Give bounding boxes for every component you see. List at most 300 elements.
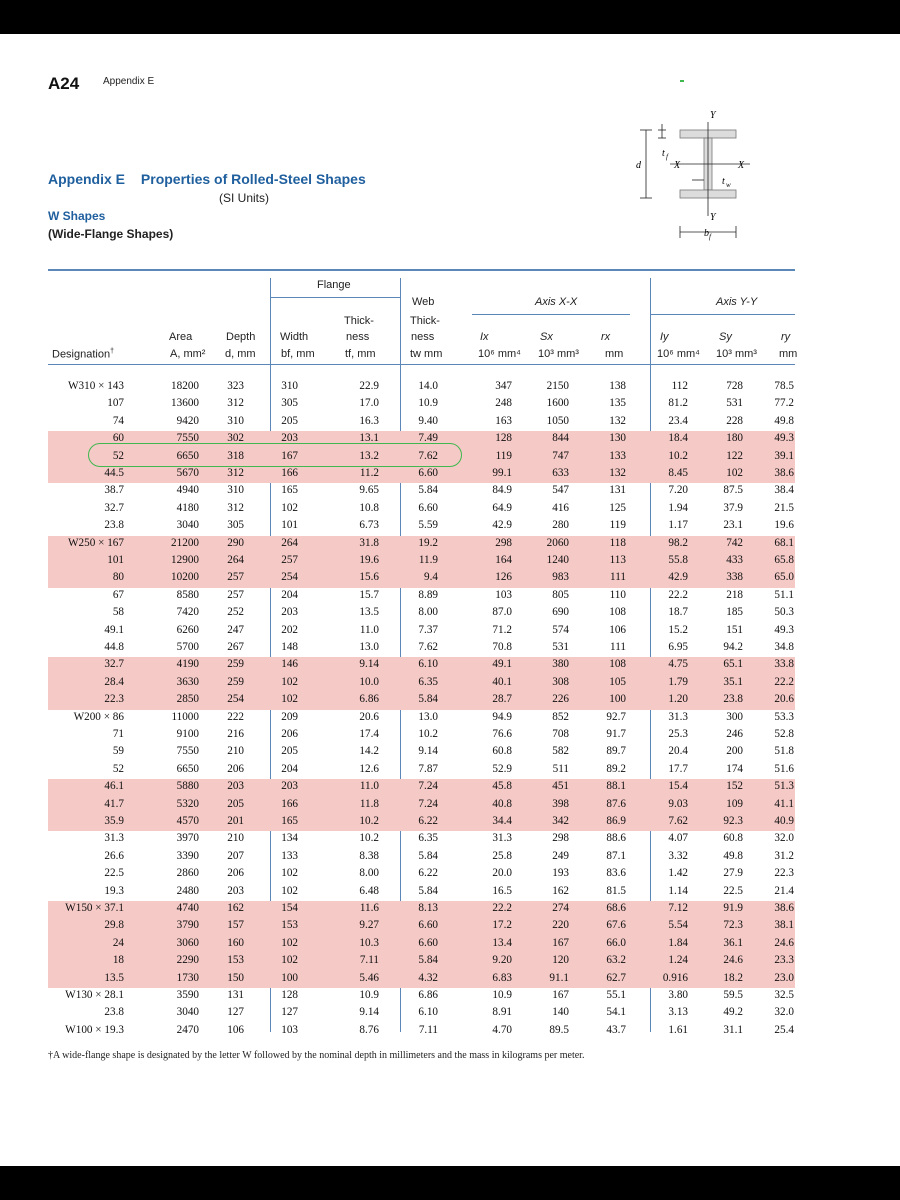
cell-ix: 17.2 — [492, 919, 512, 932]
cell-rx: 89.7 — [606, 745, 626, 758]
annotation-circle — [88, 443, 462, 467]
header-web: Web — [412, 296, 435, 308]
cell-designation: 74 — [112, 414, 124, 427]
cell-iy: 1.20 — [668, 693, 688, 706]
cell-depth: 203 — [227, 884, 244, 897]
cell-rx: 135 — [609, 397, 626, 410]
cell-area: 1730 — [176, 971, 199, 984]
cell-sx: 2150 — [546, 380, 569, 392]
shape-type: W Shapes — [48, 209, 106, 223]
cell-ix: 298 — [495, 536, 512, 549]
cell-ix: 60.8 — [492, 745, 512, 758]
cell-flange-thickness: 10.2 — [359, 832, 379, 845]
cell-width: 206 — [281, 728, 298, 740]
cell-depth: 127 — [227, 1006, 244, 1019]
cell-ix: 76.6 — [492, 728, 512, 740]
table-row — [48, 553, 795, 570]
cell-designation: 44.8 — [104, 641, 124, 653]
cell-depth: 207 — [227, 849, 244, 862]
cell-sx: 249 — [552, 849, 569, 862]
cell-designation: 28.4 — [104, 675, 124, 688]
cell-designation: 52 — [112, 449, 124, 462]
cell-sy: 91.9 — [723, 902, 743, 914]
cell-depth: 222 — [227, 710, 244, 723]
cell-iy: 1.84 — [668, 936, 688, 949]
table-row — [48, 657, 795, 674]
cell-ry: 40.9 — [774, 815, 794, 827]
cell-iy: 4.07 — [668, 832, 688, 845]
cell-designation: 23.8 — [104, 519, 124, 532]
cell-ix: 9.20 — [492, 954, 512, 967]
cell-ix: 64.9 — [492, 501, 512, 514]
cell-web-thickness: 5.84 — [418, 849, 438, 862]
cell-ix: 71.2 — [492, 623, 512, 636]
cell-flange-thickness: 15.7 — [359, 588, 379, 601]
cell-depth: 264 — [227, 554, 244, 566]
table-row — [48, 1005, 795, 1022]
cell-sx: 162 — [552, 884, 569, 897]
cell-flange-thickness: 10.2 — [359, 815, 379, 827]
cell-area: 4740 — [176, 902, 199, 914]
table-row — [48, 1023, 795, 1040]
cell-web-thickness: 6.10 — [418, 1006, 438, 1019]
cell-sx: 852 — [552, 710, 569, 723]
page-title — [48, 171, 366, 187]
cell-rx: 81.5 — [606, 884, 626, 897]
cell-ix: 84.9 — [492, 484, 512, 497]
cell-area: 11000 — [171, 710, 199, 723]
annotation-mark — [680, 80, 684, 82]
cell-flange-thickness: 15.6 — [359, 571, 379, 584]
header-area-unit: A, mm² — [170, 348, 206, 360]
cell-sx: 574 — [552, 623, 569, 636]
cell-ix: 248 — [495, 397, 512, 410]
cell-rx: 106 — [609, 623, 626, 636]
cell-designation: 29.8 — [104, 919, 124, 932]
cell-sy: 49.2 — [723, 1006, 743, 1019]
cell-web-thickness: 19.2 — [418, 536, 438, 549]
table-top-rule — [48, 269, 795, 271]
cell-area: 3630 — [176, 675, 199, 688]
cell-depth: 210 — [227, 832, 244, 845]
cell-web-thickness: 8.00 — [418, 606, 438, 619]
cell-width: 134 — [281, 832, 298, 845]
cell-sx: 298 — [552, 832, 569, 845]
cell-width: 165 — [281, 815, 298, 827]
header-rx: rx — [601, 331, 611, 343]
cell-width: 100 — [281, 971, 298, 984]
cell-flange-thickness: 9.14 — [359, 658, 379, 671]
cell-depth: 310 — [227, 484, 244, 497]
label-tw: t — [722, 176, 725, 187]
cell-sy: 37.9 — [723, 501, 743, 514]
cell-flange-thickness: 9.65 — [359, 484, 379, 497]
cell-sy: 200 — [726, 745, 743, 758]
cell-web-thickness: 7.37 — [418, 623, 438, 636]
cell-flange-thickness: 13.5 — [359, 606, 379, 619]
cell-iy: 3.32 — [668, 849, 688, 862]
cell-web-thickness: 6.60 — [418, 936, 438, 949]
cell-ix: 34.4 — [492, 815, 512, 827]
cell-flange-thickness: 17.0 — [359, 397, 379, 410]
cell-ry: 41.1 — [774, 797, 794, 810]
cell-width: 264 — [281, 536, 298, 549]
units-label: (SI Units) — [219, 191, 270, 205]
header-iy-unit: 10⁶ mm⁴ — [657, 348, 700, 360]
table-row — [48, 518, 795, 535]
cell-sy: 65.1 — [723, 658, 743, 671]
cell-area: 9420 — [176, 414, 199, 427]
cell-ix: 94.9 — [492, 710, 512, 723]
label-x-right: X — [738, 160, 745, 171]
cell-ix: 31.3 — [492, 832, 512, 845]
cell-ix: 20.0 — [492, 867, 512, 880]
shape-description: (Wide-Flange Shapes) — [48, 227, 174, 241]
cell-designation: 71 — [112, 728, 124, 740]
table-row — [48, 814, 795, 831]
cell-area: 4570 — [176, 815, 199, 827]
cell-flange-thickness: 31.8 — [359, 536, 379, 549]
cell-web-thickness: 6.10 — [418, 658, 438, 671]
cell-depth: 254 — [227, 693, 244, 706]
cell-iy: 98.2 — [668, 536, 688, 549]
table-row — [48, 971, 795, 988]
cell-sx: 226 — [552, 693, 569, 706]
cell-flange-thickness: 19.6 — [359, 554, 379, 566]
cell-width: 257 — [281, 554, 298, 566]
cell-ry: 52.8 — [774, 728, 794, 740]
cell-iy: 81.2 — [668, 397, 688, 410]
cell-flange-thickness: 11.8 — [359, 797, 379, 810]
cell-designation: 80 — [112, 571, 124, 584]
cell-width: 310 — [281, 380, 298, 392]
cell-area: 2290 — [176, 954, 199, 967]
cell-sx: 1050 — [546, 414, 569, 427]
cell-area: 2850 — [176, 693, 199, 706]
header-designation-note: † — [110, 348, 114, 355]
cell-sx: 398 — [552, 797, 569, 810]
cell-area: 21200 — [171, 536, 199, 549]
table-row — [48, 988, 795, 1005]
page — [0, 34, 900, 1166]
cell-width: 204 — [281, 588, 298, 601]
label-d: d — [636, 160, 641, 171]
cell-iy: 6.95 — [668, 641, 688, 653]
cell-ry: 19.6 — [774, 519, 794, 532]
cell-sy: 60.8 — [723, 832, 743, 845]
cell-sx: 582 — [552, 745, 569, 758]
cell-sx: 220 — [552, 919, 569, 932]
header-rule — [48, 364, 795, 365]
cell-iy: 0.916 — [662, 971, 688, 984]
footnote: †A wide-flange shape is designated by the letter W followed by the nominal depth in millimeters and the mass in kilograms per meter. — [48, 1050, 585, 1061]
cell-iy: 4.75 — [668, 658, 688, 671]
cell-ry: 22.2 — [774, 675, 794, 688]
cell-sx: 342 — [552, 815, 569, 827]
table-row — [48, 779, 795, 796]
table-row — [48, 640, 795, 657]
cell-iy: 7.12 — [668, 902, 688, 914]
cell-depth: 201 — [227, 815, 244, 827]
cell-flange-thickness: 13.0 — [359, 641, 379, 653]
cell-sx: 690 — [552, 606, 569, 619]
cell-ry: 49.3 — [774, 432, 794, 445]
label-x-left: X — [674, 160, 681, 171]
cell-sx: 2060 — [546, 536, 569, 549]
cell-designation: W150 × 37.1 — [65, 902, 124, 914]
cell-web-thickness: 7.24 — [418, 780, 438, 793]
cell-sx: 1240 — [546, 554, 569, 566]
cell-rx: 132 — [609, 467, 626, 479]
cell-sy: 23.1 — [723, 519, 743, 532]
cell-depth: 259 — [227, 675, 244, 688]
cell-area: 2480 — [176, 884, 199, 897]
header-ix-unit: 10⁶ mm⁴ — [478, 348, 521, 360]
cell-area: 8580 — [176, 588, 199, 601]
cell-sx: 416 — [552, 501, 569, 514]
cell-depth: 150 — [227, 971, 244, 984]
cell-flange-thickness: 8.76 — [359, 1023, 379, 1036]
cell-ry: 23.3 — [774, 954, 794, 967]
table-row — [48, 744, 795, 761]
cell-iy: 15.4 — [668, 780, 688, 793]
cell-designation: 46.1 — [104, 780, 124, 793]
cell-width: 203 — [281, 432, 298, 445]
title-appendix: Appendix E — [48, 171, 126, 187]
cell-rx: 133 — [609, 449, 626, 462]
cell-ry: 38.1 — [774, 919, 794, 932]
cell-ry: 24.6 — [774, 936, 794, 949]
cell-web-thickness: 6.35 — [418, 832, 438, 845]
cell-ix: 10.9 — [492, 989, 512, 1001]
cell-depth: 162 — [227, 902, 244, 914]
cell-ix: 126 — [495, 571, 512, 584]
cell-width: 102 — [281, 501, 298, 514]
cell-sy: 185 — [726, 606, 743, 619]
cell-area: 10200 — [171, 571, 199, 584]
header-designation-text: Designation — [52, 348, 111, 361]
page-number: A24 — [48, 74, 80, 93]
cell-iy: 18.7 — [668, 606, 688, 619]
cell-depth: 259 — [227, 658, 244, 671]
cell-width: 203 — [281, 780, 298, 793]
cell-depth: 323 — [227, 380, 244, 392]
cell-sx: 805 — [552, 588, 569, 601]
header-sx: Sx — [540, 331, 553, 343]
cell-sy: 152 — [726, 780, 743, 793]
cell-flange-thickness: 6.48 — [359, 884, 379, 897]
cell-depth: 318 — [227, 449, 244, 462]
cell-rx: 89.2 — [606, 762, 626, 775]
cell-sy: 174 — [726, 762, 743, 775]
table-row — [48, 675, 795, 692]
cell-iy: 112 — [671, 380, 688, 392]
cell-iy: 42.9 — [668, 571, 688, 584]
cell-width: 102 — [281, 936, 298, 949]
cell-designation: W100 × 19.3 — [65, 1023, 124, 1036]
cell-web-thickness: 8.13 — [418, 902, 438, 914]
cell-designation: 32.7 — [104, 658, 124, 671]
header-area: Area — [169, 331, 193, 343]
cell-iy: 1.79 — [668, 675, 688, 688]
cell-rx: 54.1 — [606, 1006, 626, 1019]
cell-sx: 280 — [552, 519, 569, 532]
cell-flange-thickness: 10.9 — [359, 989, 379, 1001]
cell-area: 5880 — [176, 780, 199, 793]
cell-area: 3590 — [176, 989, 199, 1001]
cell-rx: 86.9 — [606, 815, 626, 827]
cell-ry: 51.6 — [774, 762, 794, 775]
label-bf: b — [704, 228, 709, 239]
cell-area: 6650 — [176, 762, 199, 775]
cell-sy: 102 — [726, 467, 743, 479]
cell-web-thickness: 10.9 — [418, 397, 438, 410]
label-tw-sub: w — [726, 181, 731, 189]
cell-sy: 87.5 — [723, 484, 743, 497]
cell-width: 202 — [281, 623, 298, 636]
cell-designation: 44.5 — [104, 467, 124, 479]
cell-sx: 120 — [552, 954, 569, 967]
table-row — [48, 588, 795, 605]
cell-width: 167 — [281, 449, 298, 462]
header-web-unit: tw mm — [410, 348, 443, 360]
cell-rx: 108 — [609, 606, 626, 619]
cell-area: 6650 — [176, 449, 199, 462]
cell-ix: 87.0 — [492, 606, 512, 619]
cell-rx: 68.6 — [606, 902, 626, 914]
cell-ix: 40.1 — [492, 675, 512, 688]
cell-flange-thickness: 20.6 — [359, 710, 379, 723]
cell-ix: 4.70 — [492, 1023, 512, 1036]
cell-ry: 78.5 — [774, 380, 794, 392]
cell-depth: 312 — [227, 467, 244, 479]
cell-width: 205 — [281, 745, 298, 758]
cell-ry: 51.8 — [774, 745, 794, 758]
cell-web-thickness: 5.84 — [418, 954, 438, 967]
cell-web-thickness: 6.60 — [418, 467, 438, 479]
cell-designation: 35.9 — [104, 815, 124, 827]
cell-sy: 228 — [726, 414, 743, 427]
cell-sy: 180 — [726, 432, 743, 445]
cell-sx: 633 — [552, 467, 569, 479]
cell-ry: 51.1 — [774, 588, 794, 601]
cell-iy: 8.45 — [668, 467, 688, 479]
cell-web-thickness: 9.14 — [418, 745, 438, 758]
header-flange: Flange — [317, 279, 351, 291]
cell-ix: 45.8 — [492, 780, 512, 793]
cell-ix: 16.5 — [492, 884, 512, 897]
table-row — [48, 466, 795, 483]
table-row — [48, 918, 795, 935]
cell-rx: 138 — [609, 380, 626, 392]
cell-sx: 380 — [552, 658, 569, 671]
cell-ry: 21.5 — [774, 501, 794, 514]
cell-designation: 32.7 — [104, 501, 124, 514]
cell-rx: 92.7 — [606, 710, 626, 723]
cell-sx: 451 — [552, 780, 569, 793]
table-row — [48, 710, 795, 727]
cell-sx: 747 — [552, 449, 569, 462]
cell-designation: 38.7 — [104, 484, 124, 497]
cell-area: 7550 — [176, 432, 199, 445]
header-iy: Iy — [660, 331, 669, 343]
cell-depth: 257 — [227, 571, 244, 584]
cell-sy: 59.5 — [723, 989, 743, 1001]
cell-ry: 32.0 — [774, 832, 794, 845]
cell-rx: 87.1 — [606, 849, 626, 862]
cell-sy: 27.9 — [723, 867, 743, 880]
cell-sx: 1600 — [546, 397, 569, 410]
cell-area: 3060 — [176, 936, 199, 949]
cell-sy: 338 — [726, 571, 743, 584]
cell-designation: 107 — [107, 397, 124, 410]
cell-rx: 111 — [610, 641, 626, 653]
table-row — [48, 501, 795, 518]
cell-area: 5320 — [176, 797, 199, 810]
cell-width: 128 — [281, 989, 298, 1001]
cell-rx: 111 — [610, 571, 626, 584]
cell-area: 18200 — [171, 380, 199, 392]
cell-iy: 7.62 — [668, 815, 688, 827]
cell-iy: 1.61 — [668, 1023, 688, 1036]
cell-ry: 65.0 — [774, 571, 794, 584]
cell-sy: 742 — [726, 536, 743, 549]
cell-depth: 252 — [227, 606, 244, 619]
cell-designation: 101 — [107, 554, 124, 566]
cell-area: 2860 — [176, 867, 199, 880]
cell-iy: 3.13 — [668, 1006, 688, 1019]
cell-depth: 257 — [227, 588, 244, 601]
cell-flange-thickness: 22.9 — [359, 380, 379, 392]
cell-depth: 131 — [227, 989, 244, 1001]
cell-ix: 70.8 — [492, 641, 512, 653]
cell-web-thickness: 8.89 — [418, 588, 438, 601]
cell-web-thickness: 6.35 — [418, 675, 438, 688]
table-row — [48, 396, 795, 413]
cell-designation: 24 — [112, 936, 124, 949]
cell-rx: 87.6 — [606, 797, 626, 810]
cell-ry: 77.2 — [774, 397, 794, 410]
cell-flange-thickness: 11.6 — [359, 902, 379, 914]
cell-depth: 206 — [227, 762, 244, 775]
cell-width: 102 — [281, 867, 298, 880]
cell-rx: 100 — [609, 693, 626, 706]
label-tf-sub: f — [666, 153, 668, 161]
cell-ix: 164 — [495, 554, 512, 566]
cell-web-thickness: 6.60 — [418, 919, 438, 932]
cell-ix: 119 — [495, 449, 512, 462]
cell-width: 103 — [281, 1023, 298, 1036]
cell-depth: 157 — [227, 919, 244, 932]
cell-depth: 302 — [227, 432, 244, 445]
cell-area: 4180 — [176, 501, 199, 514]
table-row — [48, 849, 795, 866]
cell-ix: 28.7 — [492, 693, 512, 706]
cell-rx: 67.6 — [606, 919, 626, 932]
cell-flange-thickness: 14.2 — [359, 745, 379, 758]
cell-iy: 1.94 — [668, 501, 688, 514]
cell-web-thickness: 13.0 — [418, 710, 438, 723]
cell-sy: 22.5 — [723, 884, 743, 897]
cell-web-thickness: 5.59 — [418, 519, 438, 532]
cell-web-thickness: 7.49 — [418, 432, 438, 445]
cell-sy: 122 — [726, 449, 743, 462]
cell-area: 6260 — [176, 623, 199, 636]
cell-area: 3040 — [176, 519, 199, 532]
table-row — [48, 379, 795, 396]
cell-sy: 72.3 — [723, 919, 743, 932]
cell-designation: 31.3 — [104, 832, 124, 845]
